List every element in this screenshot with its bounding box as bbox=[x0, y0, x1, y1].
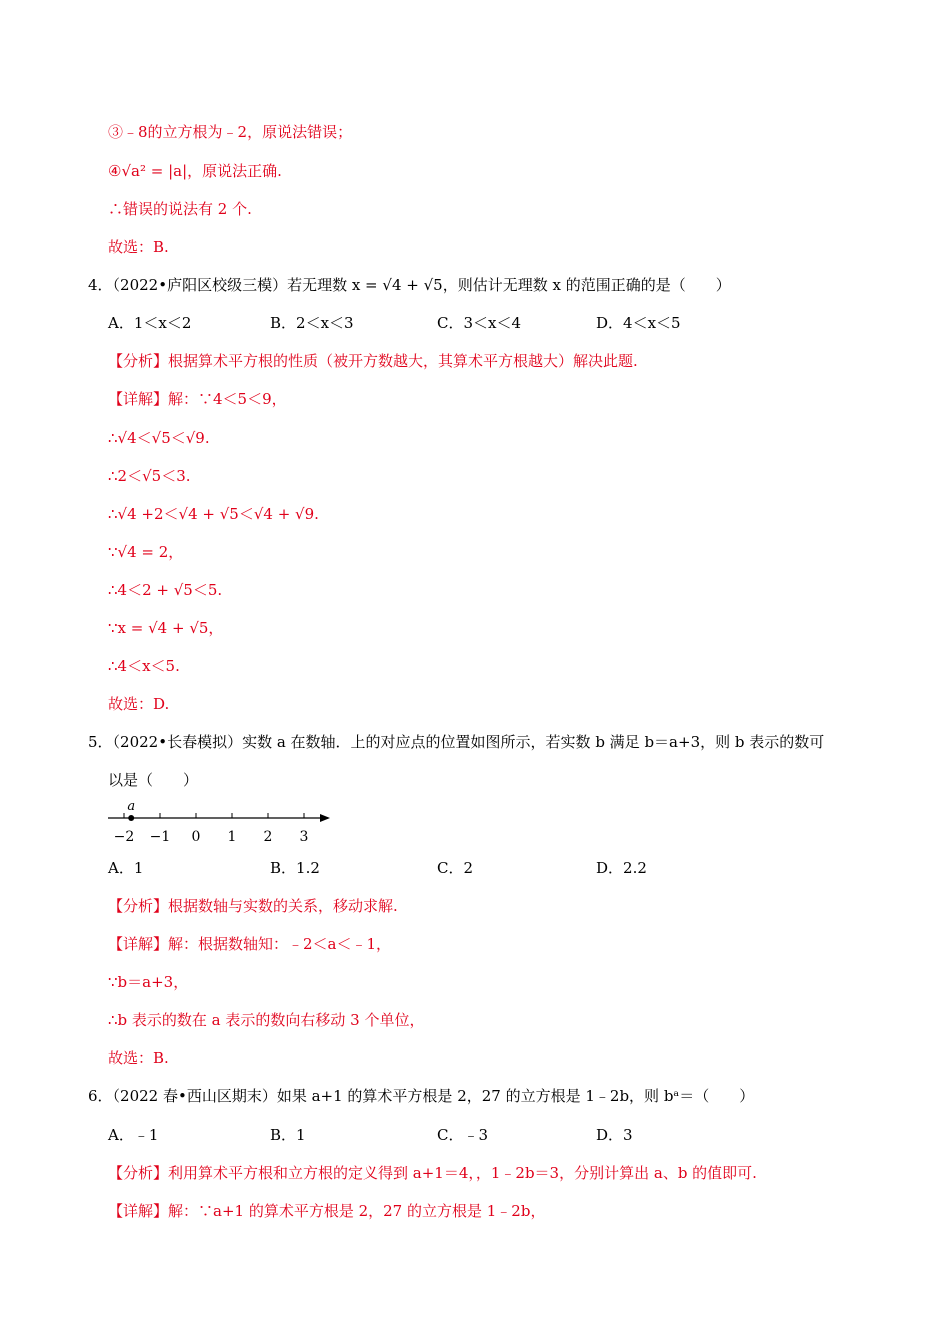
question-5: 5．（2022•长春模拟）实数 a 在数轴．上的对应点的位置如图所示，若实数 b 满足 b＝a+3，则 b 表示的数可 bbox=[88, 733, 825, 751]
solution-line: ∵b＝a+3， bbox=[108, 973, 189, 991]
solution-line: ∵√4 = 2， bbox=[108, 543, 184, 561]
axis-arrow bbox=[320, 814, 330, 822]
option-c: C．﹣3 bbox=[437, 1126, 489, 1144]
option-a: A．1 bbox=[108, 859, 144, 877]
tick-label: −1 bbox=[149, 829, 171, 845]
option-b: B．1.2 bbox=[270, 859, 320, 877]
solution-line: ④√a² = |a|，原说法正确. bbox=[108, 162, 282, 180]
solution-line: ∴错误的说法有 2 个. bbox=[108, 200, 252, 218]
solution-line: 【详解】解：∵4＜5＜9， bbox=[108, 390, 287, 408]
option-a: A．1＜x＜2 bbox=[108, 314, 192, 332]
option-d: D．3 bbox=[596, 1126, 633, 1144]
question-5-cont: 以是（ ） bbox=[108, 771, 199, 789]
solution-line: ③﹣8的立方根为﹣2，原说法错误； bbox=[108, 123, 353, 141]
option-b: B．1 bbox=[270, 1126, 306, 1144]
solution-line: ∴4＜2 + √5＜5. bbox=[108, 581, 223, 599]
tick-label: 1 bbox=[227, 829, 237, 845]
point-a bbox=[128, 815, 134, 821]
analysis-line: 【分析】利用算术平方根和立方根的定义得到 a+1＝4，，1﹣2b＝3，分别计算出 a、b 的值即可. bbox=[108, 1164, 757, 1182]
option-a: A．﹣1 bbox=[108, 1126, 159, 1144]
option-c: C．3＜x＜4 bbox=[437, 314, 522, 332]
analysis-line: 【分析】根据算术平方根的性质（被开方数越大，其算术平方根越大）解决此题. bbox=[108, 352, 638, 370]
option-d: D．2.2 bbox=[596, 859, 647, 877]
solution-line: ∵x = √4 + √5， bbox=[108, 619, 224, 637]
solution-line: 【详解】解：根据数轴知：﹣2＜a＜﹣1， bbox=[108, 935, 392, 953]
solution-line: ∴√4＜√5＜√9. bbox=[108, 429, 210, 447]
number-line-figure bbox=[106, 800, 346, 850]
tick-label: −2 bbox=[113, 829, 135, 845]
analysis-line: 【分析】根据数轴与实数的关系，移动求解. bbox=[108, 897, 398, 915]
answer-line: 故选：B. bbox=[108, 1049, 169, 1067]
tick-label: 0 bbox=[191, 829, 201, 845]
question-4: 4．（2022•庐阳区校级三模）若无理数 x = √4 + √5，则估计无理数 x 的范围正确的是（ ） bbox=[88, 276, 731, 294]
tick-label: 2 bbox=[263, 829, 273, 845]
solution-line: 【详解】解：∵a+1 的算术平方根是 2，27 的立方根是 1﹣2b， bbox=[108, 1202, 546, 1220]
answer-line: 故选：D. bbox=[108, 695, 170, 713]
solution-line: ∴√4 +2＜√4 + √5＜√4 + √9. bbox=[108, 505, 319, 523]
option-b: B．2＜x＜3 bbox=[270, 314, 354, 332]
solution-line: ∴b 表示的数在 a 表示的数向右移动 3 个单位， bbox=[108, 1011, 425, 1029]
option-c: C．2 bbox=[437, 859, 474, 877]
tick-label: 3 bbox=[299, 829, 309, 845]
solution-line: ∴2＜√5＜3. bbox=[108, 467, 191, 485]
option-d: D．4＜x＜5 bbox=[596, 314, 681, 332]
solution-line: ∴4＜x＜5. bbox=[108, 657, 180, 675]
question-6: 6．（2022 春•西山区期末）如果 a+1 的算术平方根是 2，27 的立方根是 1﹣2b，则 bᵃ＝（ ） bbox=[88, 1087, 755, 1105]
point-a-label: a bbox=[127, 800, 136, 814]
answer-line: 故选：B. bbox=[108, 238, 169, 256]
